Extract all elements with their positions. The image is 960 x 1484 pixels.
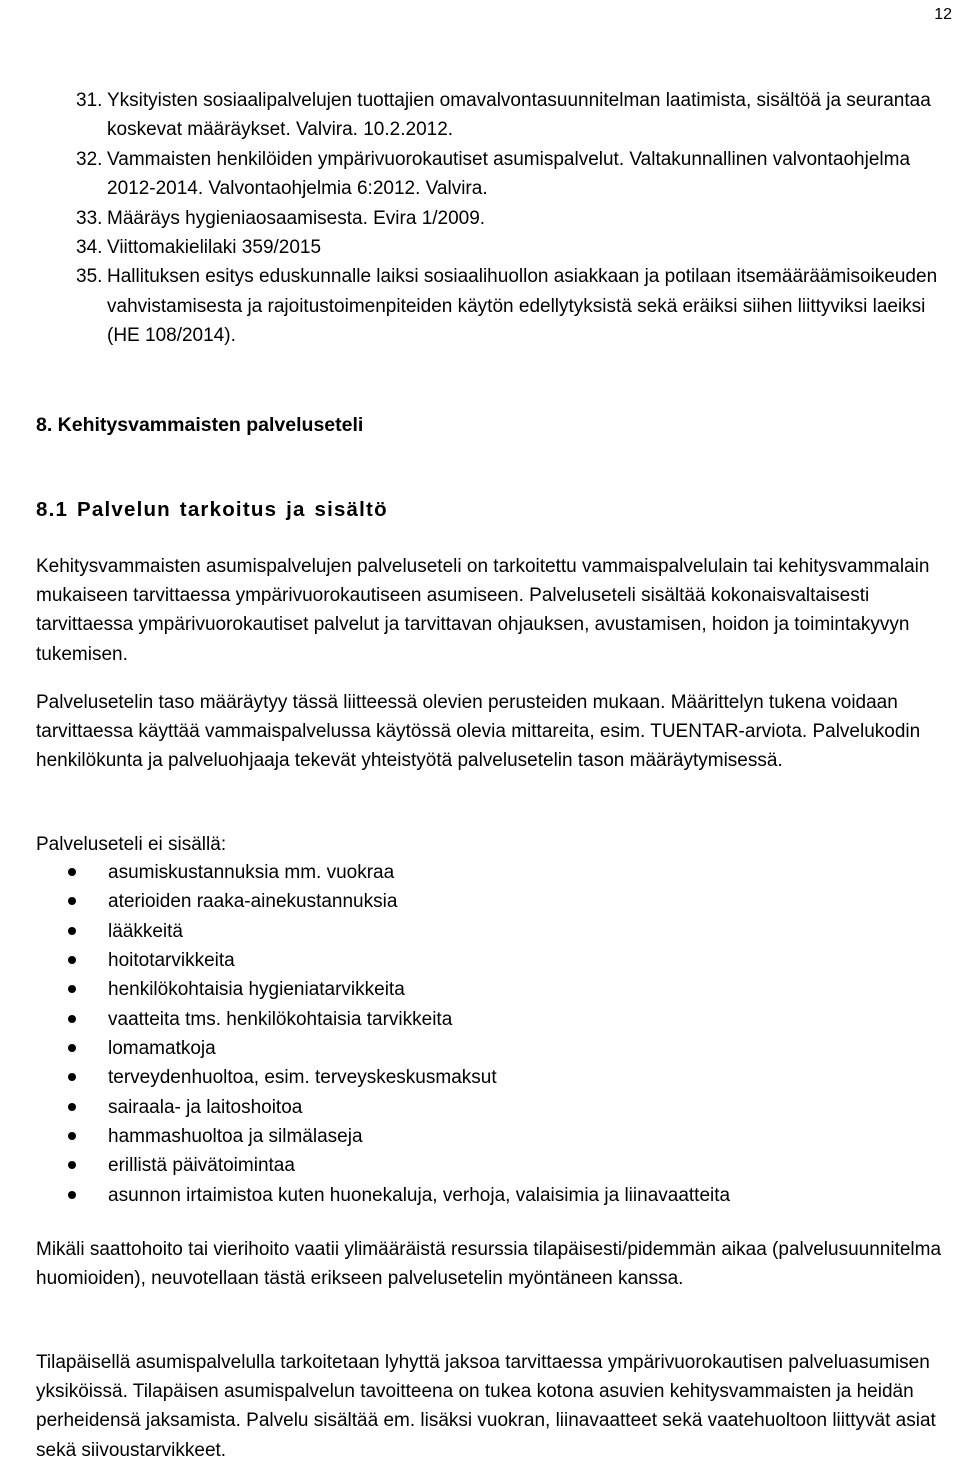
reference-item bbox=[76, 145, 956, 204]
reference-text: Yksityisten sosiaalipalvelujen tuottajien omavalvontasuunnitelman laatimista, sisältöä ja seurantaa koskevat määräykset. Valvira. 10.2.2012. bbox=[107, 90, 931, 141]
paragraph-purpose: Kehitysvammaisten asumispalvelujen palveluseteli on tarkoitettu vammaispalvelulain tai kehitysvammalain mukaiseen tarvittaessa ympärivuorokautiseen asumiseen. Palveluseteli sisältää kokonaisvaltaisesti tarvittaessa ympärivuorokautiset palvelut ja tarvittavan ohjauksen, avustamisen, hoidon ja toimintakyvyn tukemisen. bbox=[36, 556, 930, 665]
reference-item bbox=[76, 233, 956, 262]
reference-text: Määräys hygieniaosaamisesta. Evira 1/2009. bbox=[107, 207, 486, 229]
bullet-icon bbox=[68, 1015, 76, 1023]
exclusions-list bbox=[36, 858, 730, 1210]
reference-number: 33. bbox=[76, 207, 103, 229]
list-item bbox=[36, 946, 730, 975]
list-item bbox=[36, 858, 730, 887]
paragraph-temporary-housing: Tilapäisellä asumispalvelulla tarkoitetaan lyhyttä jaksoa tarvittaessa ympärivuorokautisen palveluasumisen yksiköissä. Tilapäisen asumispalvelun tavoitteena on tukea kotona asuvien kehitysvammaisten ja heidän perheidensä jaksamista. Palvelu sisältää em. lisäksi vuokran, liinavaatteet sekä vaatehuoltoon liittyvät asiat sekä siivoustarvikkeet. bbox=[36, 1352, 936, 1461]
list-item-text: hoitotarvikkeita bbox=[108, 950, 235, 972]
bullet-icon bbox=[68, 956, 76, 964]
list-item bbox=[36, 1093, 730, 1122]
list-item-text: henkilökohtaisia hygieniatarvikkeita bbox=[108, 979, 405, 1001]
list-item-text: asunnon irtaimistoa kuten huonekaluja, verhoja, valaisimia ja liinavaatteita bbox=[108, 1184, 731, 1206]
section-heading: 8. Kehitysvammaisten palveluseteli bbox=[36, 414, 364, 436]
reference-text: Vammaisten henkilöiden ympärivuorokautiset asumispalvelut. Valtakunnallinen valvontaohjelma 2012-2014. Valvontaohjelmia 6:2012. Valvira. bbox=[107, 148, 911, 200]
bullet-icon bbox=[68, 1132, 76, 1140]
bullet-icon bbox=[68, 1161, 76, 1169]
bullet-icon bbox=[68, 1191, 76, 1199]
list-item bbox=[36, 975, 730, 1004]
reference-text: Viittomakielilaki 359/2015 bbox=[107, 237, 322, 259]
bullet-icon bbox=[68, 897, 76, 905]
reference-number: 32. bbox=[76, 148, 103, 170]
list-item-text: sairaala- ja laitoshoitoa bbox=[108, 1096, 303, 1118]
list-item-text: vaatteita tms. henkilökohtaisia tarvikkeita bbox=[108, 1008, 453, 1030]
list-item bbox=[36, 1151, 730, 1180]
bullet-icon bbox=[68, 1103, 76, 1111]
reference-item bbox=[76, 262, 956, 350]
list-item bbox=[36, 1005, 730, 1034]
reference-number: 35. bbox=[76, 266, 103, 288]
paragraph-exclusions-intro: Palveluseteli ei sisällä: bbox=[36, 834, 227, 855]
paragraph-level: Palvelusetelin taso määräytyy tässä liitteessä olevien perusteiden mukaan. Määrittelyn tukena voidaan tarvittaessa käyttää vammaispalvelussa käytössä olevia mittareita, esim. TUENTAR-arviota. Palvelukodin henkilökunta ja palveluohjaaja tekevät yhteistyötä palvelusetelin tason määräytymisessä. bbox=[36, 692, 921, 772]
list-item bbox=[36, 887, 730, 916]
bullet-icon bbox=[68, 868, 76, 876]
reference-list bbox=[76, 86, 956, 351]
list-item bbox=[36, 917, 730, 946]
reference-item bbox=[76, 204, 956, 233]
list-item-text: lääkkeitä bbox=[108, 920, 183, 942]
bullet-icon bbox=[68, 985, 76, 993]
list-item-text: aterioiden raaka-ainekustannuksia bbox=[108, 891, 398, 913]
bullet-icon bbox=[68, 1044, 76, 1052]
page-number: 12 bbox=[934, 6, 952, 23]
reference-text: Hallituksen esitys eduskunnalle laiksi sosiaalihuollon asiakkaan ja potilaan itsemääräämisoikeuden vahvistamisesta ja rajoitustoimenpiteiden käytön edellytyksistä sekä eräiksi siihen liittyviksi laeiksi (HE 108/2014). bbox=[107, 266, 938, 347]
list-item bbox=[36, 1181, 730, 1210]
list-item-text: erillistä päivätoimintaa bbox=[108, 1155, 295, 1177]
subsection-heading: 8.1 Palvelun tarkoitus ja sisältö bbox=[36, 498, 388, 521]
list-item-text: terveydenhuoltoa, esim. terveyskeskusmaksut bbox=[108, 1067, 497, 1089]
bullet-icon bbox=[68, 927, 76, 935]
list-item bbox=[36, 1122, 730, 1151]
list-item bbox=[36, 1063, 730, 1092]
list-item bbox=[36, 1034, 730, 1063]
paragraph-terminal-care: Mikäli saattohoito tai vierihoito vaatii ylimääräistä resurssia tilapäisesti/pidemmän aikaa (palvelusuunnitelma huomioiden), neuvotellaan tästä erikseen palvelusetelin myöntäneen kanssa. bbox=[36, 1239, 942, 1290]
list-item-text: asumiskustannuksia mm. vuokraa bbox=[108, 862, 395, 883]
reference-number: 31. bbox=[76, 90, 103, 111]
list-item-text: lomamatkoja bbox=[108, 1038, 216, 1060]
reference-item bbox=[76, 86, 956, 145]
bullet-icon bbox=[68, 1073, 76, 1081]
list-item-text: hammashuoltoa ja silmälaseja bbox=[108, 1126, 363, 1148]
reference-number: 34. bbox=[76, 237, 103, 259]
